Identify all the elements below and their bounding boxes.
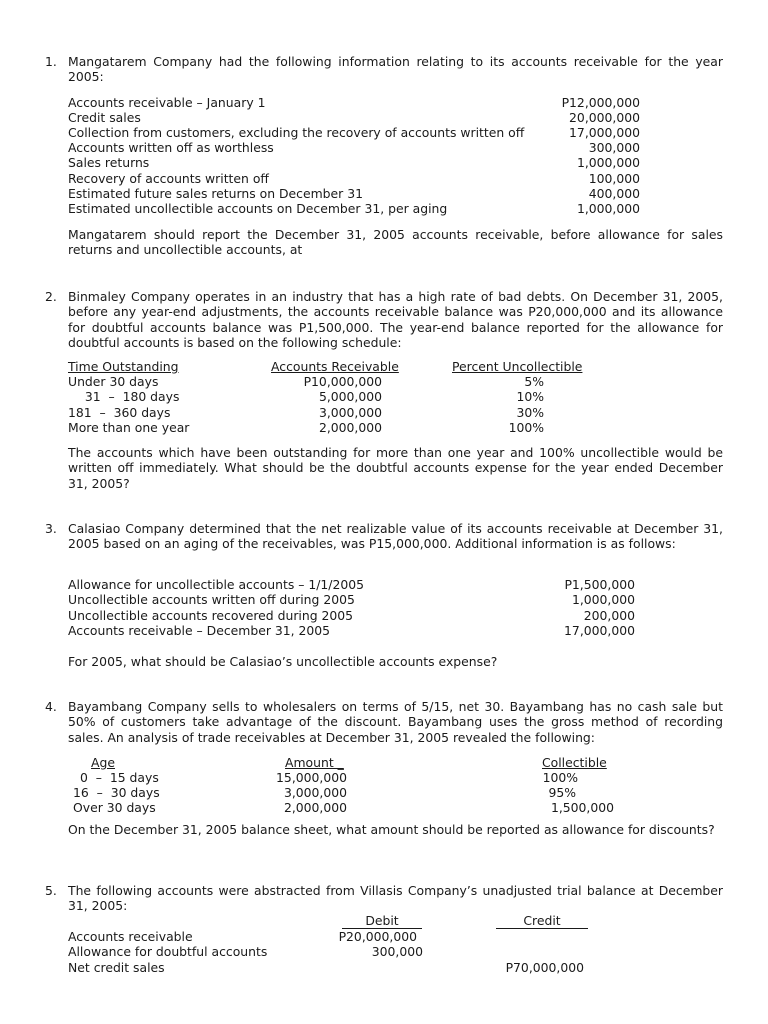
collectible-cell: 100%	[542, 770, 578, 785]
time-cell: Under 30 days	[68, 374, 159, 389]
ar-cell: 3,000,000	[318, 405, 382, 420]
table-row	[0, 405, 768, 421]
table-row	[0, 420, 768, 436]
age-cell: Over 30 days	[73, 800, 156, 815]
collectible-cell: 95%	[548, 785, 576, 800]
row-amount: 1,000,000	[576, 201, 640, 216]
table-row	[0, 592, 768, 608]
ar-cell: 5,000,000	[318, 389, 382, 404]
row-label: Collection from customers, excluding the recovery of accounts written off	[68, 125, 525, 140]
table-row	[0, 623, 768, 639]
debit-cell: P20,000,000	[338, 929, 417, 944]
row-label: Allowance for doubtful accounts	[68, 944, 268, 959]
question-intro: Mangatarem Company had the following information relating to its accounts receivable for the year 2005:	[68, 54, 723, 85]
question-intro: Bayambang Company sells to wholesalers on terms of 5/15, net 30. Bayambang has no cash sale but 50% of customers take advantage of the discount. Bayambang uses the gross method of recording sales. An analysis of trade receivables at December 31, 2005 revealed the following:	[68, 699, 723, 745]
debit-cell: 300,000	[371, 944, 423, 959]
row-label: Accounts receivable – December 31, 2005	[68, 623, 331, 638]
question-text: On the December 31, 2005 balance sheet, what amount should be reported as allowance for discounts?	[68, 822, 715, 837]
pct-cell: 30%	[516, 405, 544, 420]
question-text: The accounts which have been outstanding for more than one year and 100% uncollectible would be written off immediately. What should be the doubtful accounts expense for the year ended December 31, 2005?	[68, 445, 723, 491]
row-label: Sales returns	[68, 155, 150, 170]
row-amount: 17,000,000	[564, 623, 635, 638]
row-label: Estimated uncollectible accounts on December 31, per aging	[68, 201, 448, 216]
column-header: Collectible	[542, 755, 607, 770]
row-amount: 1,000,000	[571, 592, 635, 607]
table-row	[0, 95, 768, 111]
question-number: 4.	[45, 699, 57, 714]
column-header: Credit	[496, 914, 588, 929]
table-row	[0, 770, 768, 786]
time-cell: 31 – 180 days	[77, 389, 180, 404]
table-row	[0, 929, 768, 945]
row-label: Uncollectible accounts recovered during 2005	[68, 608, 354, 623]
question-number: 3.	[45, 521, 57, 536]
column-header: Percent Uncollectible	[452, 359, 583, 374]
column-header: Age	[91, 755, 115, 770]
row-label: Accounts receivable – January 1	[68, 95, 266, 110]
row-amount: 200,000	[583, 608, 635, 623]
time-cell: 181 – 360 days	[68, 405, 171, 420]
amount-cell: 3,000,000	[283, 785, 347, 800]
credit-cell: P70,000,000	[505, 960, 584, 975]
age-cell: 16 – 30 days	[73, 785, 160, 800]
ar-cell: 2,000,000	[318, 420, 382, 435]
row-label: Accounts written off as worthless	[68, 140, 274, 155]
row-amount: P1,500,000	[564, 577, 635, 592]
table-row	[0, 110, 768, 126]
question-intro: Binmaley Company operates in an industry that has a high rate of bad debts. On December 31, 2005, before any year-end adjustments, the accounts receivable balance was P20,000,000 and its allowance for doubtful accounts balance was P1,500,000. The year-end balance reported for the allowance for doubtful accounts is based on the following schedule:	[68, 289, 723, 351]
column-header: Time Outstanding	[68, 359, 179, 374]
row-amount: P12,000,000	[561, 95, 640, 110]
table-header-row	[0, 914, 768, 930]
row-label: Net credit sales	[68, 960, 165, 975]
table-row	[0, 125, 768, 141]
ar-cell: P10,000,000	[303, 374, 382, 389]
collectible-cell: 1,500,000	[550, 800, 614, 815]
table-row	[0, 608, 768, 624]
pct-cell: 100%	[508, 420, 544, 435]
question-text: For 2005, what should be Calasiao’s uncollectible accounts expense?	[68, 654, 498, 669]
row-amount: 1,000,000	[576, 155, 640, 170]
pct-cell: 5%	[524, 374, 544, 389]
table-row	[0, 201, 768, 217]
table-row	[0, 155, 768, 171]
table-row	[0, 944, 768, 960]
pct-cell: 10%	[516, 389, 544, 404]
question-intro: The following accounts were abstracted from Villasis Company’s unadjusted trial balance at December 31, 2005:	[68, 883, 723, 914]
table-row	[0, 785, 768, 801]
column-header: Debit	[342, 914, 422, 929]
question-intro: Calasiao Company determined that the net realizable value of its accounts receivable at December 31, 2005 based on an aging of the receivables, was P15,000,000. Additional information is as follows:	[68, 521, 723, 552]
amount-cell: 15,000,000	[276, 770, 347, 785]
table-header-row	[0, 359, 768, 375]
table-row	[0, 389, 768, 405]
row-label: Recovery of accounts written off	[68, 171, 269, 186]
row-label: Accounts receivable	[68, 929, 193, 944]
table-row	[0, 960, 768, 976]
question-number: 1.	[45, 54, 57, 69]
row-amount: 400,000	[588, 186, 640, 201]
column-header: Accounts Receivable	[271, 359, 399, 374]
age-cell: 0 – 15 days	[80, 770, 159, 785]
question-number: 2.	[45, 289, 57, 304]
amount-cell: 2,000,000	[283, 800, 347, 815]
table-row	[0, 140, 768, 156]
row-label: Allowance for uncollectible accounts – 1/1/2005	[68, 577, 365, 592]
row-amount: 17,000,000	[569, 125, 640, 140]
table-row	[0, 374, 768, 390]
time-cell: More than one year	[68, 420, 190, 435]
row-label: Credit sales	[68, 110, 141, 125]
row-amount: 100,000	[588, 171, 640, 186]
row-amount: 20,000,000	[569, 110, 640, 125]
question-number: 5.	[45, 883, 57, 898]
question-text: Mangatarem should report the December 31, 2005 accounts receivable, before allowance for sales returns and uncollectible accounts, at	[68, 227, 723, 258]
table-row	[0, 171, 768, 187]
table-row	[0, 800, 768, 816]
column-header: Amount _	[285, 755, 344, 770]
table-row	[0, 186, 768, 202]
table-row	[0, 577, 768, 593]
row-amount: 300,000	[588, 140, 640, 155]
row-label: Uncollectible accounts written off during 2005	[68, 592, 355, 607]
row-label: Estimated future sales returns on December 31	[68, 186, 363, 201]
table-header-row	[0, 755, 768, 771]
